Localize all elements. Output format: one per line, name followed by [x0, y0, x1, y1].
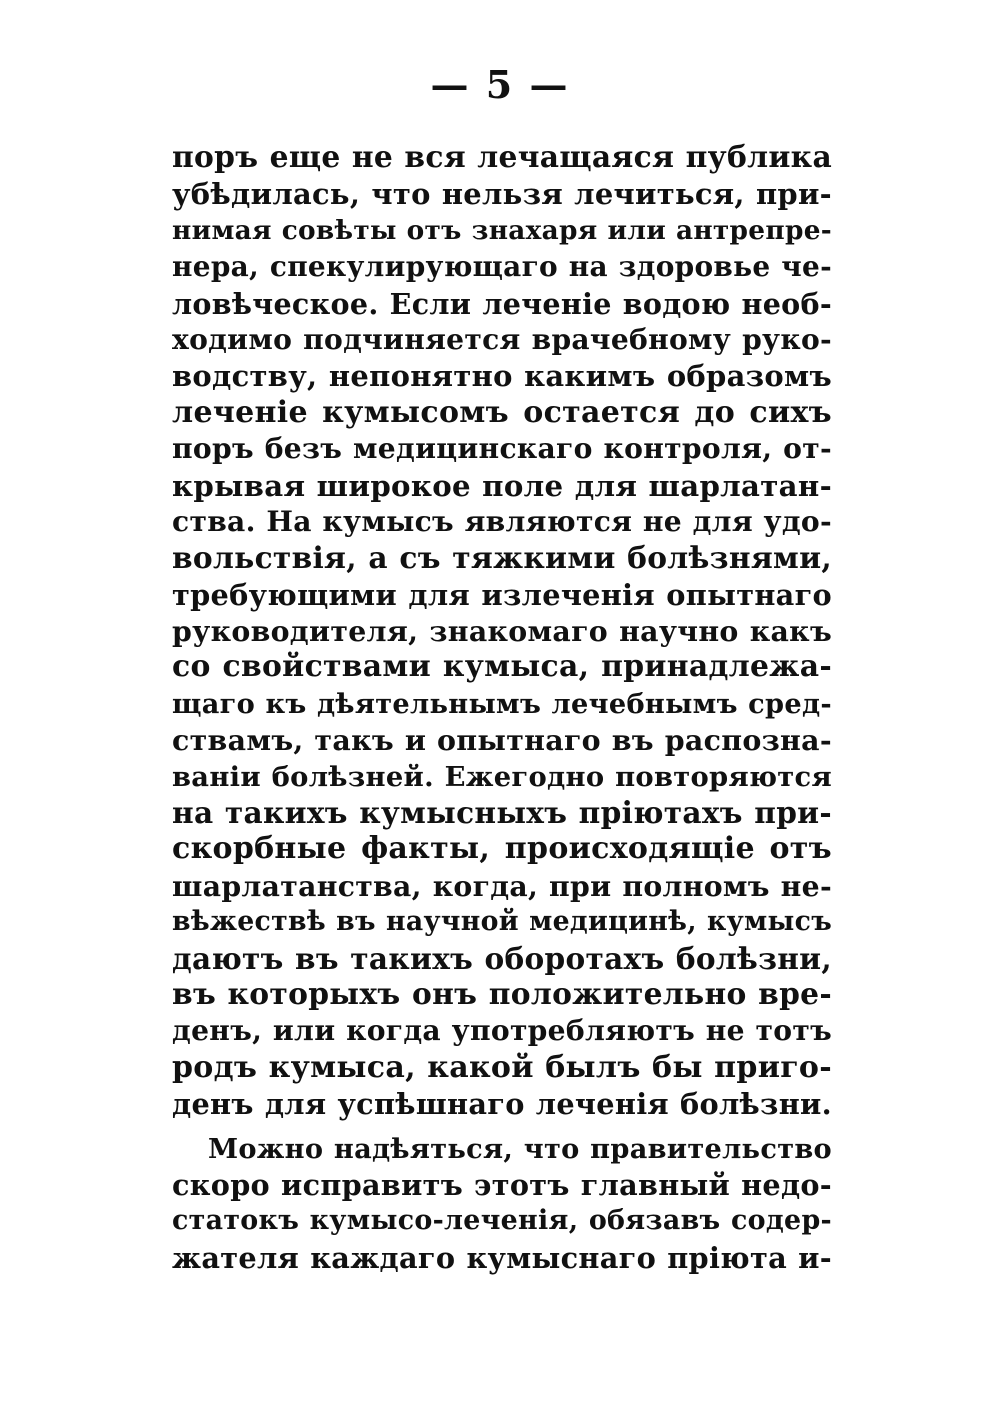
page-number: — 5 — [430, 62, 570, 107]
text-line: требующими для излеченія опытнаго [172, 577, 832, 612]
paragraph-1 [172, 140, 832, 1123]
text-line: ваніи болѣзней. Ежегодно повторяются [172, 760, 832, 793]
text-line: ловѣческое. Если леченіе водою необ- [172, 286, 832, 321]
paragraph-2 [172, 1131, 832, 1277]
text-line: леченіе кумысомъ остается до сихъ [172, 394, 832, 430]
text-line: скоро исправитъ этотъ главный недо- [172, 1167, 832, 1202]
text-line: Можно надѣяться, что правительство [208, 1132, 832, 1165]
text-line: скорбные факты, происходящіе отъ [172, 831, 832, 867]
text-line: поръ еще не вся лечащаяся публика [172, 140, 832, 175]
text-line: въ которыхъ онъ положительно вре- [172, 976, 832, 1012]
text-line: нимая совѣты отъ знахаря или антрепре- [172, 214, 832, 246]
text-line: родъ кумыса, какой былъ бы пригo- [172, 1049, 832, 1085]
text-line: на такихъ кумысныхъ пріютахъ при- [172, 795, 832, 831]
text-line: поръ безъ медицинскаго контроля, от- [172, 432, 832, 466]
text-line: денъ для успѣшнаго леченія болѣзни. [172, 1087, 832, 1122]
text-line: шарлатанства, когда, при полномъ не- [172, 868, 832, 903]
text-line: даютъ въ такихъ оборотахъ болѣзни, [172, 940, 832, 976]
text-line: со свойствами кумыса, принадлежа- [172, 649, 832, 685]
text-line: щаго къ дѣятельнымъ лечебнымъ сред- [172, 687, 832, 720]
text-line: жателя каждаго кумыснаго пріюта и- [172, 1240, 832, 1275]
body-text [172, 140, 832, 1276]
text-line: статокъ кумысо-леченія, обязавъ содер- [172, 1205, 832, 1237]
text-line: убѣдилась, что нельзя лечиться, при- [172, 177, 832, 212]
text-line: крывая широкое поле для шарлатан- [172, 468, 832, 503]
text-line: вѣжествѣ въ научной медицинѣ, кумысъ [172, 906, 832, 938]
text-line: денъ, или когда употребляютъ не тотъ [172, 1014, 832, 1048]
text-line: ходимо подчиняется врачебному руко- [172, 322, 832, 356]
text-line: водству, непонятно какимъ образомъ [172, 359, 832, 394]
text-line: вольствія, а съ тяжкими болѣзнями, [172, 540, 832, 576]
text-line: нера, спекулирующаго на здоровье че- [172, 250, 832, 284]
text-line: ствамъ, такъ и опытнаго въ распозна- [172, 723, 832, 758]
text-line: ства. На кумысъ являются не для удо- [172, 504, 832, 538]
text-line: руководителя, знакомаго научно какъ [172, 614, 832, 649]
